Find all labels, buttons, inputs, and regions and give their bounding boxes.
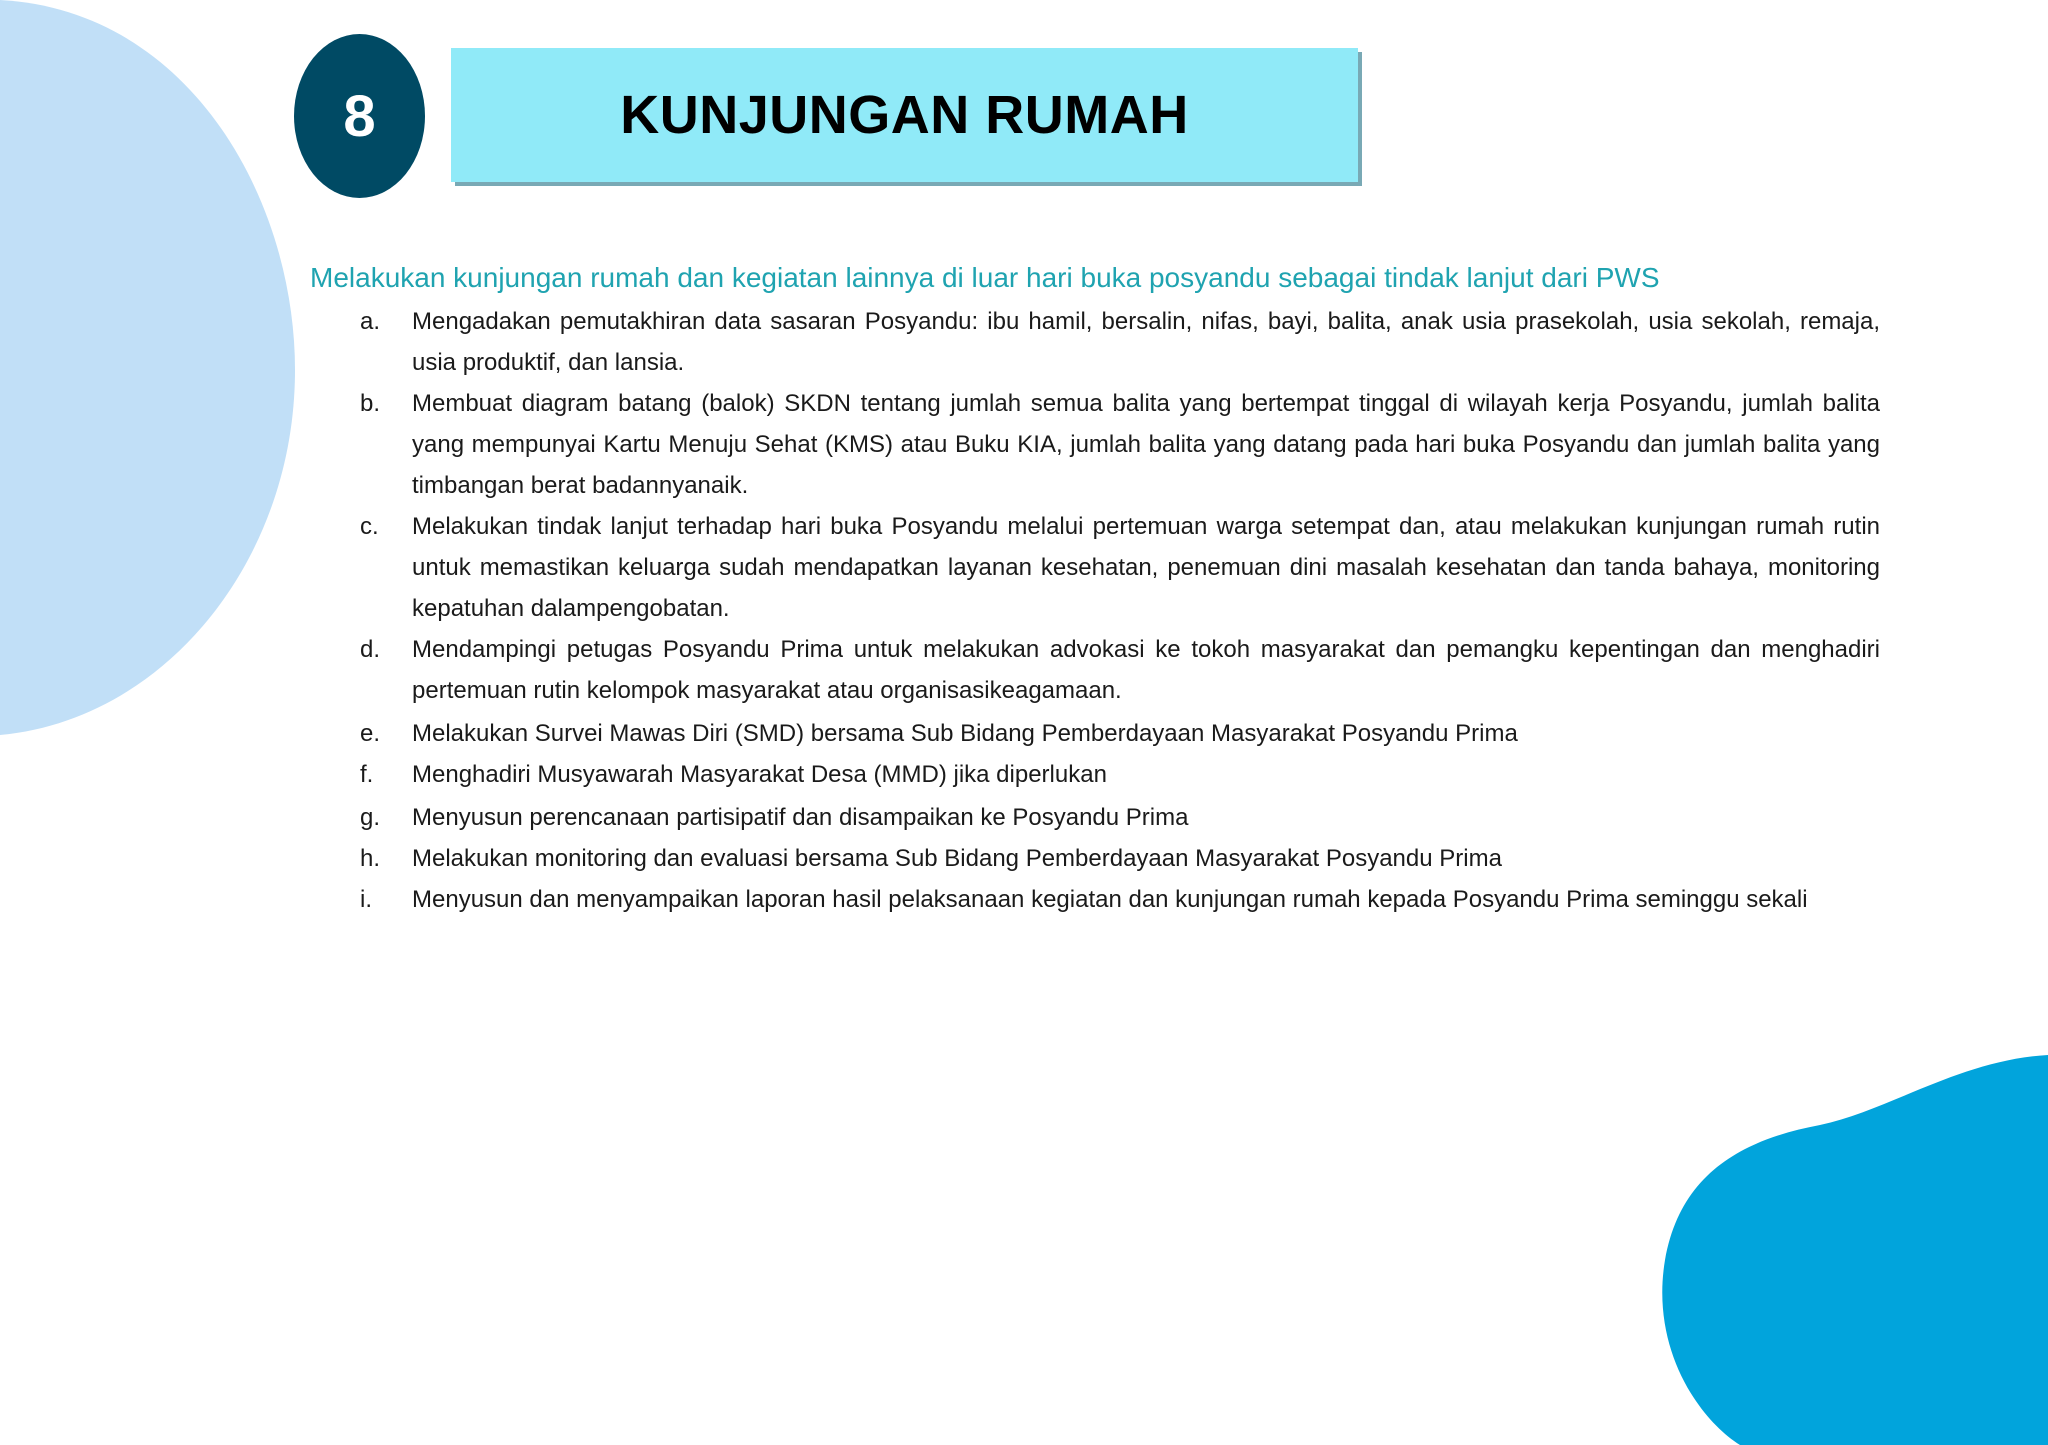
list-item-text: Mengadakan pemutakhiran data sasaran Posyandu: ibu hamil, bersalin, nifas, bayi, balita, anak usia prasekolah, usia sekolah, remaja, usia produktif, dan lansia. bbox=[412, 308, 1880, 376]
list-item bbox=[360, 383, 1880, 506]
light-blue-circle-shape bbox=[0, 0, 295, 735]
list-item-text: Melakukan tindak lanjut terhadap hari buka Posyandu melalui pertemuan warga setempat dan, atau melakukan kunjungan rumah rutin untuk memastikan keluarga sudah mendapatkan layanan kesehatan, penemuan dini masalah kesehatan dan tanda bahaya, monitoring kepatuhan dalampengobatan. bbox=[412, 513, 1880, 622]
list-item-text: Menyusun dan menyampaikan laporan hasil pelaksanaan kegiatan dan kunjungan rumah kepada Posyandu Prima seminggu sekali bbox=[412, 886, 1808, 913]
list-item-text: Melakukan Survei Mawas Diri (SMD) bersama Sub Bidang Pemberdayaan Masyarakat Posyandu Prima bbox=[412, 720, 1518, 747]
list-marker: f. bbox=[360, 761, 374, 788]
list-item bbox=[360, 713, 1880, 754]
list-item-text: Menyusun perencanaan partisipatif dan disampaikan ke Posyandu Prima bbox=[412, 804, 1189, 831]
list-marker: c. bbox=[360, 513, 379, 540]
intro-text: Melakukan kunjungan rumah dan kegiatan lainnya di luar hari buka posyandu sebagai tindak lanjut dari PWS bbox=[310, 262, 1660, 293]
list-item bbox=[360, 879, 1880, 920]
list-item bbox=[360, 301, 1880, 383]
list-item-text: Mendampingi petugas Posyandu Prima untuk melakukan advokasi ke tokoh masyarakat dan pemangku kepentingan dan menghadiri pertemuan rutin kelompok masyarakat atau organisasikeagamaan. bbox=[412, 636, 1880, 704]
activity-list bbox=[360, 301, 1880, 920]
list-item-text: Membuat diagram batang (balok) SKDN tentang jumlah semua balita yang bertempat tinggal di wilayah kerja Posyandu, jumlah balita yang mempunyai Kartu Menuju Sehat (KMS) atau Buku KIA, jumlah balita yang datang pada hari buka Posyandu dan jumlah balita yang timbangan berat badannyanaik. bbox=[412, 390, 1880, 499]
list-item-text: Menghadiri Musyawarah Masyarakat Desa (MMD) jika diperlukan bbox=[412, 761, 1107, 788]
title-banner bbox=[451, 48, 1358, 182]
section-number-badge: 8 bbox=[294, 34, 425, 198]
list-marker: i. bbox=[360, 886, 372, 913]
list-marker: e. bbox=[360, 720, 381, 747]
list-item-text: Melakukan monitoring dan evaluasi bersama Sub Bidang Pemberdayaan Masyarakat Posyandu Prima bbox=[412, 845, 1502, 872]
list-item bbox=[360, 629, 1880, 711]
list-marker: a. bbox=[360, 308, 381, 335]
bright-blue-blob-shape bbox=[1662, 1055, 2048, 1445]
list-item bbox=[360, 838, 1880, 879]
list-item bbox=[360, 506, 1880, 629]
list-marker: h. bbox=[360, 845, 381, 872]
list-item bbox=[360, 754, 1880, 795]
list-marker: b. bbox=[360, 390, 381, 417]
list-marker: g. bbox=[360, 804, 381, 831]
list-item bbox=[360, 797, 1880, 838]
page-title: KUNJUNGAN RUMAH bbox=[620, 85, 1189, 145]
list-marker: d. bbox=[360, 636, 381, 663]
